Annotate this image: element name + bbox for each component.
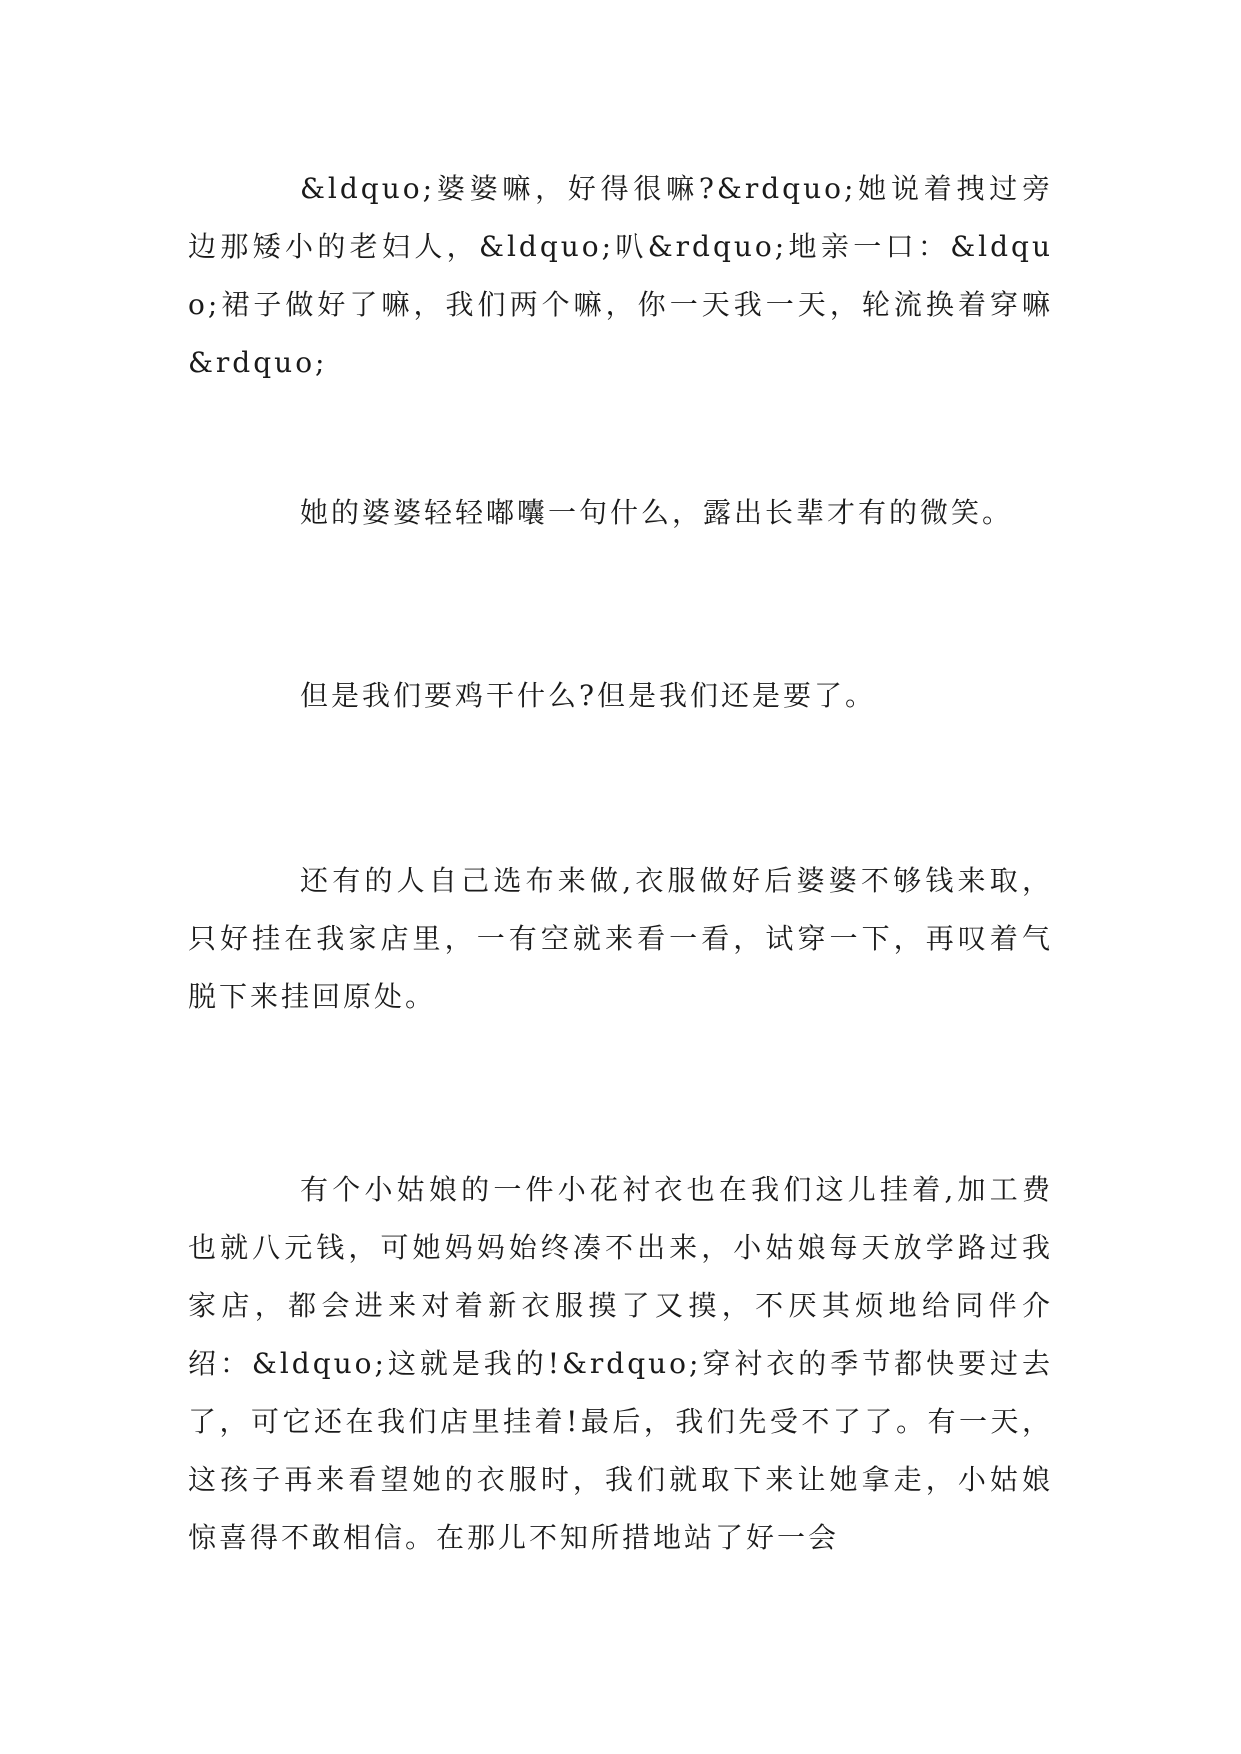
paragraph-2: 她的婆婆轻轻嘟囔一句什么，露出长辈才有的微笑。 (300, 496, 1014, 529)
paragraph-5: 有个小姑娘的一件小花衬衣也在我们这儿挂着,加工费也就八元钱，可她妈妈始终凑不出来，小姑娘每天放学路过我家店，都会进来对着新衣服摸了又摸，不厌其烦地给同伴介绍：&ldquo;这就是我的!&rdquo;穿衬衣的季节都快要过去了，可它还在我们店里挂着!最后，我们先受不了了。有一天，这孩子再来看望她的衣服时，我们就取下来让她拿走，小姑娘惊喜得不敢相信。在那儿不知所措地站了好一会 (188, 1173, 1053, 1554)
paragraph-3: 但是我们要鸡干什么?但是我们还是要了。 (300, 679, 877, 712)
document-page (188, 160, 1053, 1567)
paragraph-1: &ldquo;婆婆嘛，好得很嘛?&rdquo;她说着拽过旁边那矮小的老妇人，&ldquo;叭&rdquo;地亲一口：&ldquo;裙子做好了嘛，我们两个嘛，你一天我一天，轮流换着穿嘛&rdquo; (188, 172, 1053, 379)
paragraph-4: 还有的人自己选布来做,衣服做好后婆婆不够钱来取，只好挂在我家店里，一有空就来看一看，试穿一下，再叹着气脱下来挂回原处。 (188, 864, 1053, 1013)
